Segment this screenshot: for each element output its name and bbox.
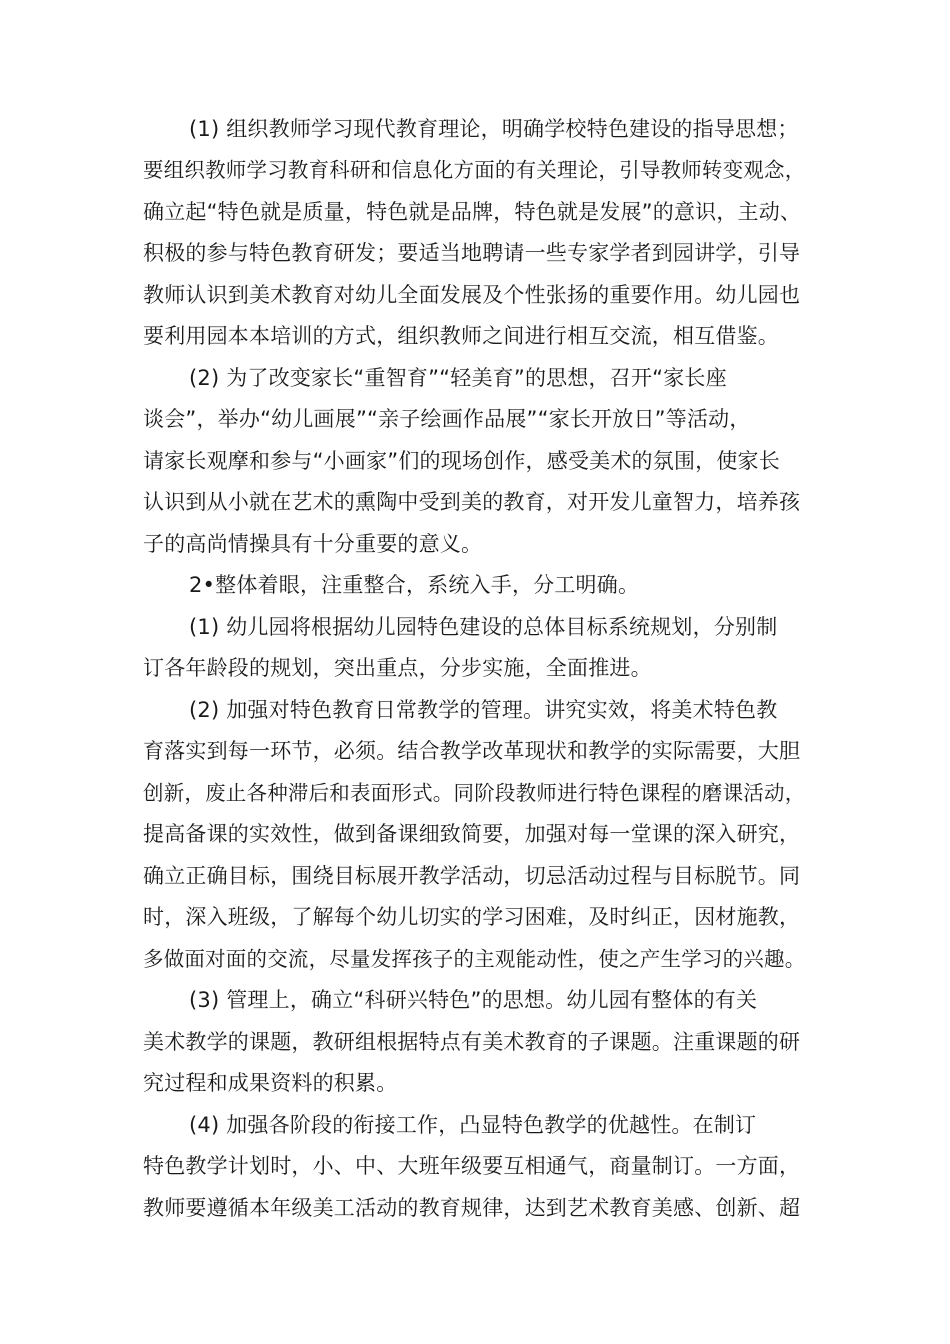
- text-line: 特色教学计划时，小、中、大班年级要互相通气，商量制订。一方面，: [143, 1154, 801, 1178]
- text-line: 确立正确目标，围绕目标展开教学活动，切忌活动过程与目标脱节。同: [143, 864, 801, 888]
- text-line: 创新，废止各种滞后和表面形式。同阶段教师进行特色课程的磨课活动，: [143, 781, 806, 805]
- text-line: (2) 加强对特色教育日常教学的管理。讲究实效，将美术特色教: [189, 698, 778, 722]
- text-line: 教师要遵循本年级美工活动的教育规律，达到艺术教育美感、创新、超: [143, 1196, 801, 1220]
- text-line: 认识到从小就在艺术的熏陶中受到美的教育，对开发儿童智力，培养孩: [143, 490, 801, 514]
- text-line: (4) 加强各阶段的衔接工作，凸显特色教学的优越性。在制订: [189, 1113, 757, 1137]
- text-line: 育落实到每一环节，必须。结合教学改革现状和教学的实际需要，大胆: [143, 739, 801, 763]
- text-line: 提高备课的实效性，做到备课细致简要，加强对每一堂课的深入研究，: [143, 822, 801, 846]
- text-line: 要组织教师学习教育科研和信息化方面的有关理论，引导教师转变观念，: [143, 158, 806, 182]
- text-line: 时，深入班级，了解每个幼儿切实的学习困难，及时纠正，因材施教，: [143, 905, 801, 929]
- text-line: 教师认识到美术教育对幼儿全面发展及个性张扬的重要作用。幼儿园也: [143, 283, 801, 307]
- text-line: (3) 管理上，确立“科研兴特色”的思想。幼儿园有整体的有关: [189, 988, 758, 1012]
- text-line: 积极的参与特色教育研发；要适当地聘请一些专家学者到园讲学，引导: [143, 241, 801, 265]
- text-line: 子的高尚情操具有十分重要的意义。: [143, 532, 483, 556]
- text-line: 确立起“特色就是质量，特色就是品牌，特色就是发展”的意识，主动、: [143, 200, 802, 224]
- text-line: 美术教学的课题，教研组根据特点有美术教育的子课题。注重课题的研: [143, 1030, 801, 1054]
- text-line: 谈会”，举办“幼儿画展”“亲子绘画作品展”“家长开放日”等活动，: [143, 407, 751, 431]
- text-line: 要利用园本本培训的方式，组织教师之间进行相互交流，相互借鉴。: [143, 324, 779, 348]
- section-heading: 2•整体着眼，注重整合，系统入手，分工明确。: [189, 573, 640, 597]
- text-line: 订各年龄段的规划，突出重点，分步实施，全面推进。: [143, 656, 652, 680]
- text-line: 究过程和成果资料的积累。: [143, 1071, 398, 1095]
- text-line: (2) 为了改变家长“重智育”“轻美育”的思想，召开“家长座: [189, 366, 727, 390]
- text-line: (1) 幼儿园将根据幼儿园特色建设的总体目标系统规划，分别制: [189, 615, 778, 639]
- text-line: (1) 组织教师学习现代教育理论，明确学校特色建设的指导思想；: [189, 117, 799, 141]
- text-line: 请家长观摩和参与“小画家”们的现场创作，感受美术的氛围，使家长: [143, 449, 780, 473]
- text-line: 多做面对面的交流，尽量发挥孩子的主观能动性，使之产生学习的兴趣。: [143, 947, 806, 971]
